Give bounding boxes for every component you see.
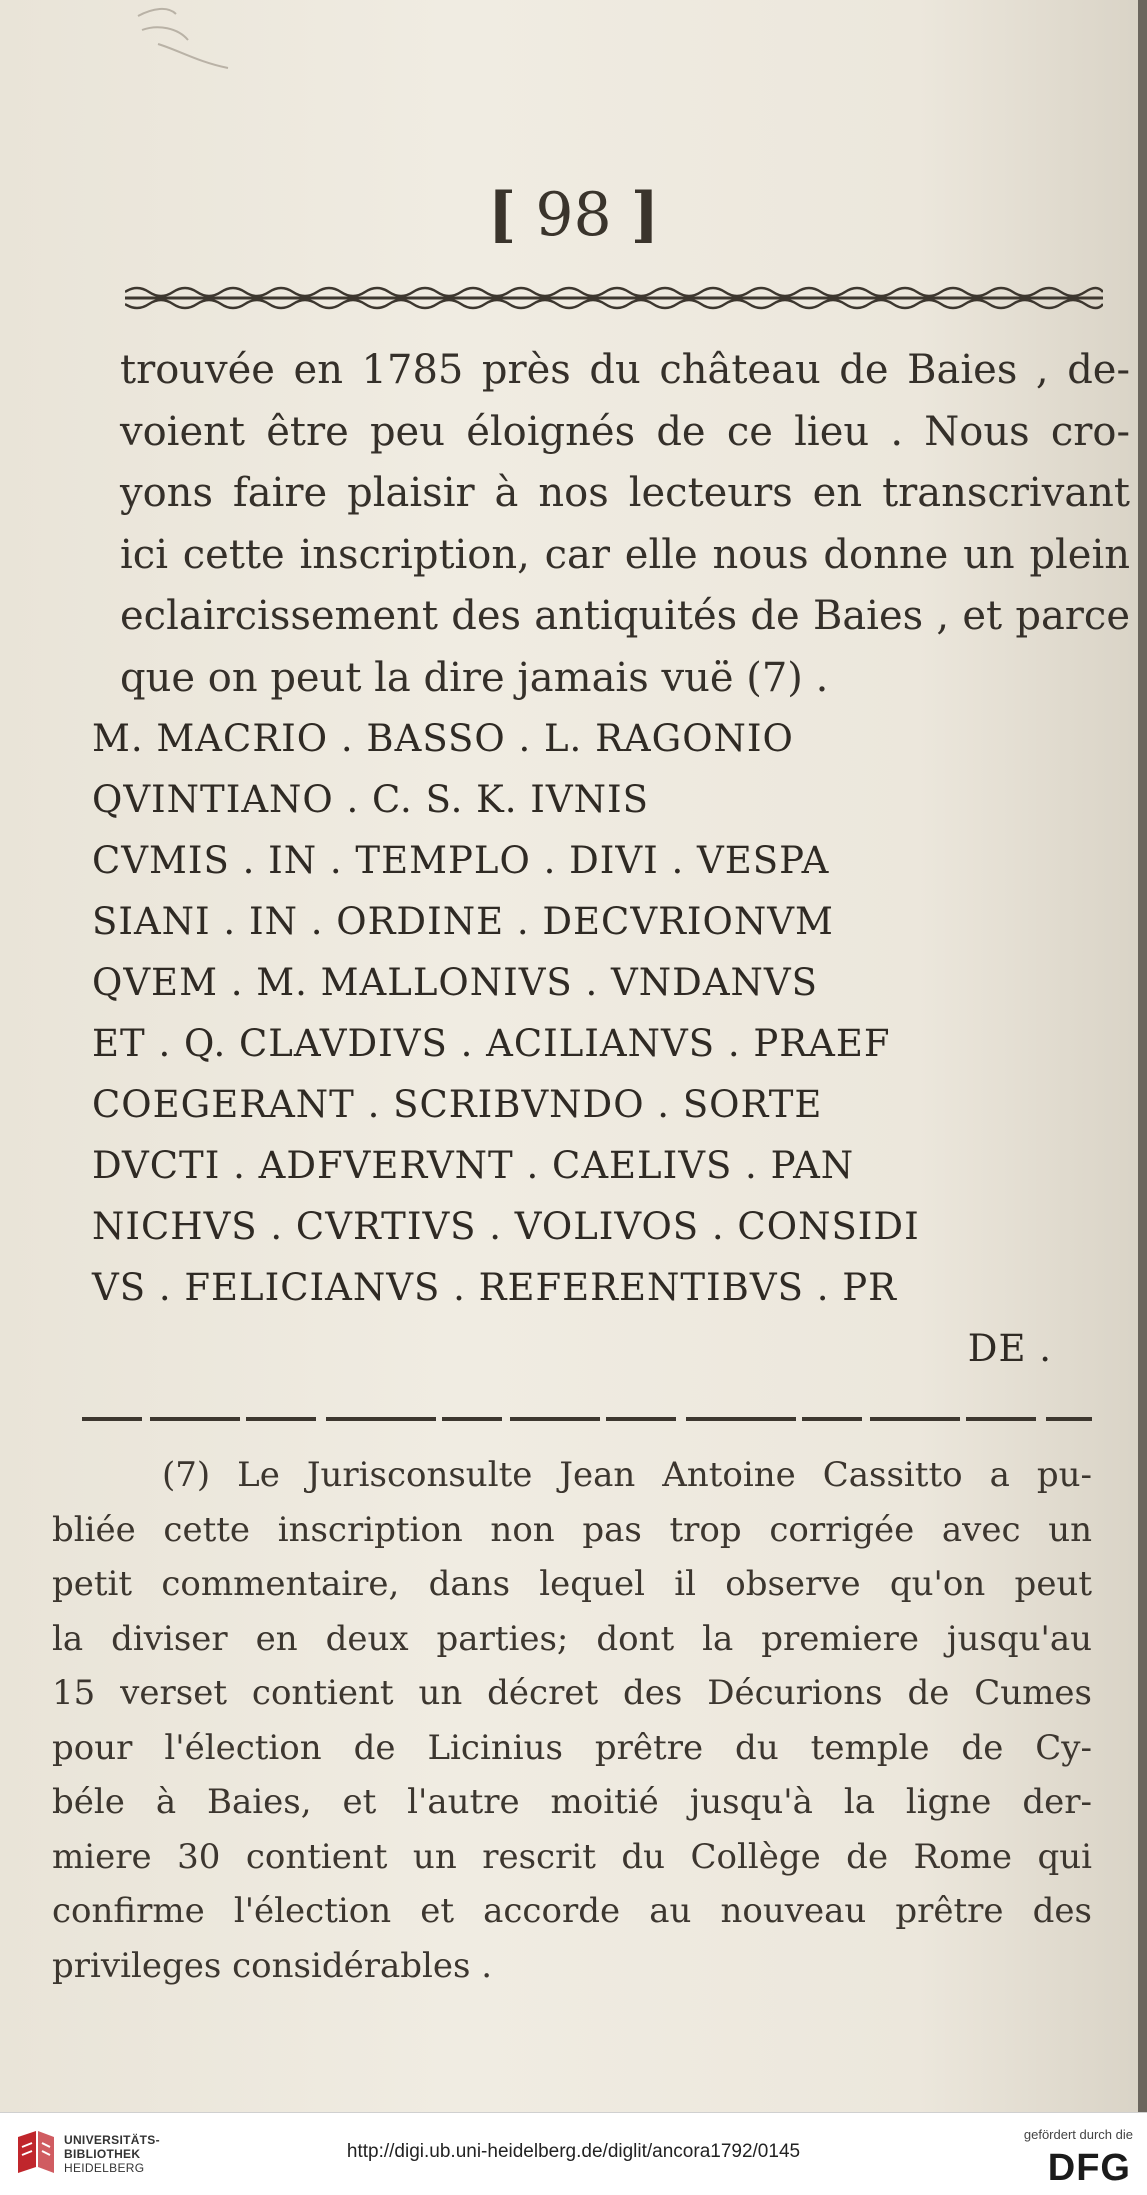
inscription-line: DVCTI . ADFVERVNT . CAELIVS . PAN — [92, 1144, 855, 1187]
footnote-line: (7) Le Jurisconsulte Jean Antoine Cassitto a pu- — [162, 1455, 1092, 1495]
inscription-line: ET . Q. CLAVDIVS . ACILIANVS . PRAEF — [92, 1022, 891, 1065]
footnote-line: béle à Baies, et l'autre moitié jusqu'à la ligne der- — [52, 1782, 1092, 1822]
inscription-line: COEGERANT . SCRIBVNDO . SORTE — [92, 1083, 823, 1126]
page-edge-shadow — [1138, 0, 1147, 2112]
inscription-last-line: DE . — [967, 1327, 1052, 1370]
footnote-line: 15 verset contient un décret des Décurions de Cumes — [52, 1673, 1092, 1713]
body-line: voient être peu éloignés de ce lieu . Nous cro- — [120, 408, 1130, 455]
body-line: trouvée en 1785 près du château de Baies , de- — [120, 347, 1130, 393]
body-line: ici cette inscription, car elle nous donne un plein — [120, 531, 1130, 578]
inscription-line: M. MACRIO . BASSO . L. RAGONIO — [92, 717, 794, 760]
inscription-line: VS . FELICIANVS . REFERENTIBVS . PR — [92, 1266, 897, 1309]
inscription-line: NICHVS . CVRTIVS . VOLIVOS . CONSIDI — [92, 1205, 920, 1248]
library-name-line: BIBLIOTHEK — [64, 2147, 141, 2161]
footnote — [52, 1448, 1092, 1993]
funder-caption: gefördert durch die — [1023, 2127, 1133, 2142]
dfg-logo[interactable]: DFG — [1047, 2147, 1131, 2189]
page-number-right-bracket: ] — [630, 180, 660, 250]
page-number-value: 98 — [535, 180, 612, 250]
inscription-line: QVINTIANO . C. S. K. IVNIS — [92, 778, 649, 821]
footnote-line: petit commentaire, dans lequel il observe qu'on peut — [52, 1564, 1092, 1604]
pencil-mark-icon — [128, 4, 238, 84]
footnote-line: la diviser en deux parties; dont la premiere jusqu'au — [52, 1618, 1092, 1659]
inscription-line: SIANI . IN . ORDINE . DECVRIONVM — [92, 900, 834, 943]
footnote-line: pour l'élection de Licinius prêtre du temple de Cy- — [52, 1727, 1092, 1768]
body-line: que on peut la dire jamais vuë (7) . — [120, 654, 829, 701]
library-name-line: UNIVERSITÄTS- — [64, 2133, 160, 2147]
page-number-left-bracket: [ — [487, 180, 517, 250]
footnote-line: privileges considérables . — [52, 1945, 493, 1986]
library-name-line: HEIDELBERG — [64, 2161, 145, 2175]
body-paragraph — [120, 340, 1130, 709]
footnote-line: bliée cette inscription non pas trop corrigée avec un — [52, 1509, 1092, 1550]
page-number — [0, 180, 1147, 250]
footnote-separator — [82, 1415, 1092, 1423]
body-line: yons faire plaisir à nos lecteurs en transcrivant — [120, 470, 1130, 516]
footnote-line: miere 30 contient un rescrit du Collège de Rome qui — [52, 1836, 1092, 1877]
latin-inscription — [92, 708, 1092, 1379]
inscription-line: CVMIS . IN . TEMPLO . DIVI . VESPA — [92, 839, 830, 882]
body-line: eclaircissement des antiquités de Baies , et parce — [120, 593, 1130, 639]
inscription-line: QVEM . M. MALLONIVS . VNDANVS — [92, 961, 818, 1004]
permalink-url[interactable]: http://digi.ub.uni-heidelberg.de/diglit/ancora1792/0145 — [346, 2141, 801, 2162]
footnote-line: confirme l'élection et accorde au nouveau prêtre des — [52, 1891, 1092, 1931]
footer-bar — [0, 2112, 1147, 2195]
ornamental-rule-icon — [125, 284, 1103, 312]
